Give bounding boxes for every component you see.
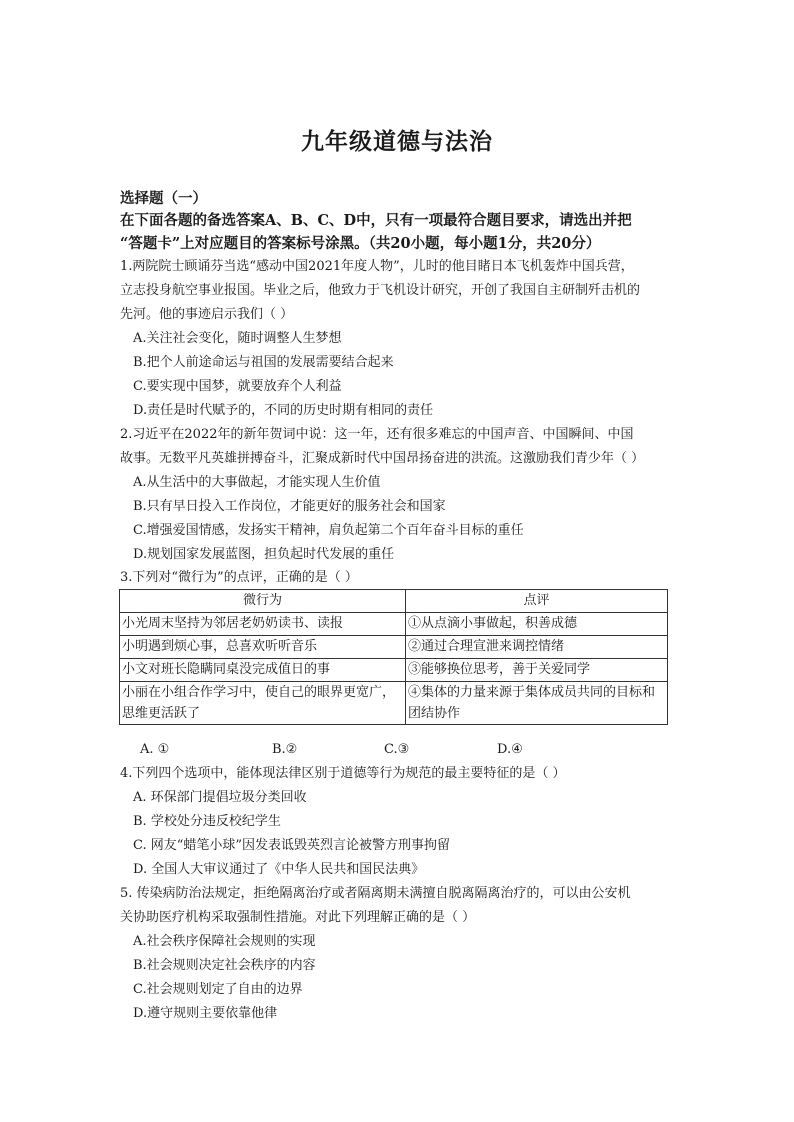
q2-stem-line-1: 2.习近平在2022年的新年贺词中说：这一年，还有很多难忘的中国声音、中国瞬间、中国	[120, 427, 634, 442]
q5-stem-line-2: 关协助医疗机构采取强制性措施。对此下列理解正确的是（ ）	[120, 910, 476, 925]
section-instructions-line-1: 在下面各题的备选答案A、B、C、D中，只有一项最符合题目要求，请选出并把	[120, 212, 632, 229]
q1-stem-line-2: 立志投身航空事业报国。毕业之后，他致力于飞机设计研究，开创了我国自主研制歼击机的	[120, 283, 641, 298]
q1-stem-line-1: 1.两院院士顾诵芬当选“感动中国2021年度人物”，儿时的他目睹日本飞机轰炸中国兵营，	[120, 259, 634, 274]
q3-option-b: B.②	[272, 742, 298, 757]
q4-option-d: D. 全国人大审议通过了《中华人民共和国民法典》	[133, 862, 425, 877]
q1-option-d: D.责任是时代赋予的，不同的历史时期有相同的责任	[133, 403, 434, 418]
table-cell: ①从点滴小事做起，积善成德	[406, 613, 668, 636]
table-row	[120, 636, 668, 659]
q1-option-c: C.要实现中国梦，就要放弃个人利益	[133, 379, 342, 394]
q2-option-d: D.规划国家发展蓝图，担负起时代发展的重任	[133, 547, 395, 562]
q3-option-a: A. ①	[140, 742, 170, 757]
q3-option-d: D.④	[497, 742, 523, 757]
q2-option-c: C.增强爱国情感，发扬实干精神，肩负起第二个百年奋斗目标的重任	[133, 523, 524, 538]
q5-option-d: D.遵守规则主要依靠他律	[133, 1006, 278, 1021]
section-instructions-line-2: “答题卡”上对应题目的答案标号涂黑。（共20小题，每小题1分，共20分）	[120, 235, 601, 252]
q5-option-c: C.社会规则划定了自由的边界	[133, 982, 303, 997]
table-cell: 小光周末坚持为邻居老奶奶读书、读报	[120, 613, 406, 636]
table-cell: ②通过合理宣泄来调控情绪	[406, 636, 668, 659]
table-cell: 小丽在小组合作学习中，使自己的眼界更宽广，思维更活跃了	[120, 682, 406, 725]
q2-option-a: A.从生活中的大事做起，才能实现人生价值	[133, 475, 381, 490]
table-row	[120, 682, 668, 725]
q4-stem: 4.下列四个选项中，能体现法律区别于道德等行为规范的最主要特征的是（ ）	[120, 766, 566, 781]
q4-option-a: A. 环保部门提倡垃圾分类回收	[133, 790, 307, 805]
table-row	[120, 659, 668, 682]
section-heading: 选择题（一）	[120, 190, 207, 207]
q4-option-c: C. 网友“蜡笔小球”因发表诋毁英烈言论被警方刑事拘留	[133, 838, 451, 853]
table-cell: 小明遇到烦心事，总喜欢听听音乐	[120, 636, 406, 659]
table-header-cell: 微行为	[120, 590, 406, 613]
q5-option-b: B.社会规则决定社会秩序的内容	[133, 958, 316, 973]
q3-option-c: C.③	[384, 742, 410, 757]
q1-option-a: A.关注社会变化，随时调整人生梦想	[133, 331, 342, 346]
table-row	[120, 613, 668, 636]
table-cell: ③能够换位思考，善于关爱同学	[406, 659, 668, 682]
q1-option-b: B.把个人前途命运与祖国的发展需要结合起来	[133, 355, 394, 370]
q2-option-b: B.只有早日投入工作岗位，才能更好的服务社会和国家	[133, 499, 446, 514]
table-cell: ④集体的力量来源于集体成员共同的目标和团结协作	[406, 682, 668, 725]
q1-stem-line-3: 先河。他的事迹启示我们（ ）	[120, 307, 294, 322]
table-header-cell: 点评	[406, 590, 668, 613]
q4-option-b: B. 学校处分违反校纪学生	[133, 814, 281, 829]
q5-option-a: A.社会秩序保障社会规则的实现	[133, 934, 316, 949]
q5-stem-line-1: 5. 传染病防治法规定，拒绝隔离治疗或者隔离期未满擅自脱离隔离治疗的，可以由公安机	[120, 886, 631, 901]
page-title: 九年级道德与法治	[301, 128, 493, 155]
q3-stem: 3.下列对“微行为”的点评，正确的是（ ）	[120, 570, 358, 585]
q3-table	[119, 589, 668, 725]
table-header-row	[120, 590, 668, 613]
q2-stem-line-2: 故事。无数平凡英雄拼搏奋斗，汇聚成新时代中国昂扬奋进的洪流。这激励我们青少年（ ）	[120, 451, 645, 466]
table-cell: 小文对班长隐瞒同桌没完成值日的事	[120, 659, 406, 682]
